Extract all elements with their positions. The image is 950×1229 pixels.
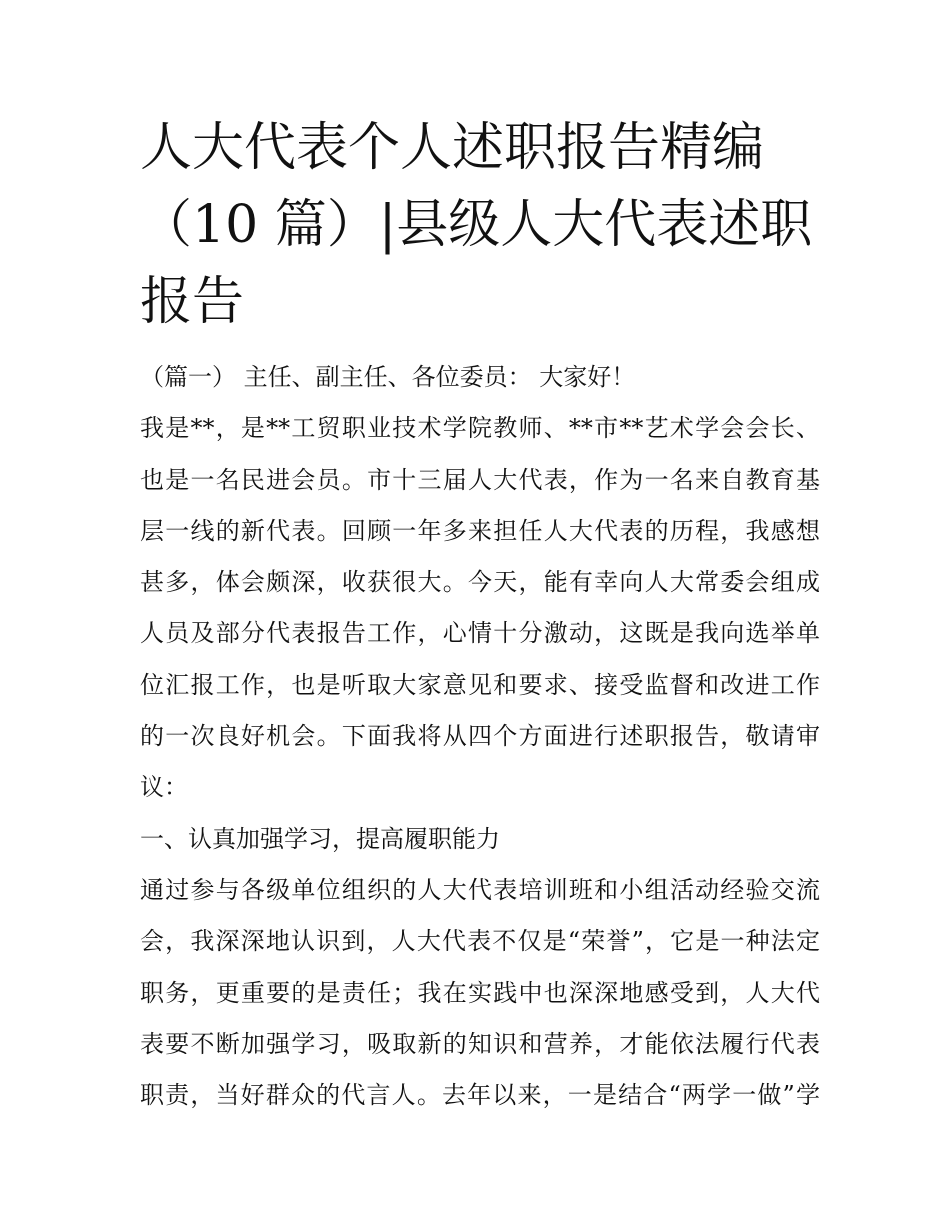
paragraph-section-1 <box>140 865 820 1121</box>
paragraph-introduction <box>140 403 820 813</box>
document-title <box>140 110 820 341</box>
text-line: 职务，更重要的是责任；我在实践中也深深地感受到，人大代 <box>140 978 820 1007</box>
paragraph-greeting <box>140 352 820 403</box>
text-line: 的一次良好机会。下面我将从四个方面进行述职报告，敬请审 <box>140 722 820 751</box>
text-line: 通过参与各级单位组织的人大代表培训班和小组活动经验交流 <box>140 875 820 904</box>
title-line: （10 篇）|县级人大代表述职 <box>140 195 813 255</box>
text-line: 甚多，体会颇深，收获很大。今天，能有幸向人大常委会组成 <box>140 568 820 597</box>
document-body <box>140 352 820 1121</box>
text-line: 我是**，是**工贸职业技术学院教师、**市**艺术学会会长、 <box>140 414 820 443</box>
text-line: 也是一名民进会员。市十三届人大代表，作为一名来自教育基 <box>140 465 820 494</box>
title-line: 报告 <box>140 272 245 332</box>
text-line: 会，我深深地认识到，人大代表不仅是“荣誉”，它是一种法定 <box>140 927 820 956</box>
text-line: （篇一） 主任、副主任、各位委员： 大家好！ <box>140 363 636 391</box>
text-line: 人员及部分代表报告工作，心情十分激动，这既是我向选举单 <box>140 619 820 648</box>
text-line: 位汇报工作，也是听取大家意见和要求、接受监督和改进工作 <box>140 670 820 699</box>
text-line: 职责，当好群众的代言人。去年以来，一是结合“两学一做”学 <box>140 1081 820 1110</box>
text-line: 议： <box>140 773 188 802</box>
text-line: 层一线的新代表。回顾一年多来担任人大代表的历程，我感想 <box>140 516 820 545</box>
section-heading-1 <box>140 814 820 865</box>
text-line: 一、认真加强学习，提高履职能力 <box>140 824 500 853</box>
text-line: 表要不断加强学习，吸取新的知识和营养，才能依法履行代表 <box>140 1029 820 1058</box>
title-line: 人大代表个人述职报告精编 <box>140 118 765 178</box>
